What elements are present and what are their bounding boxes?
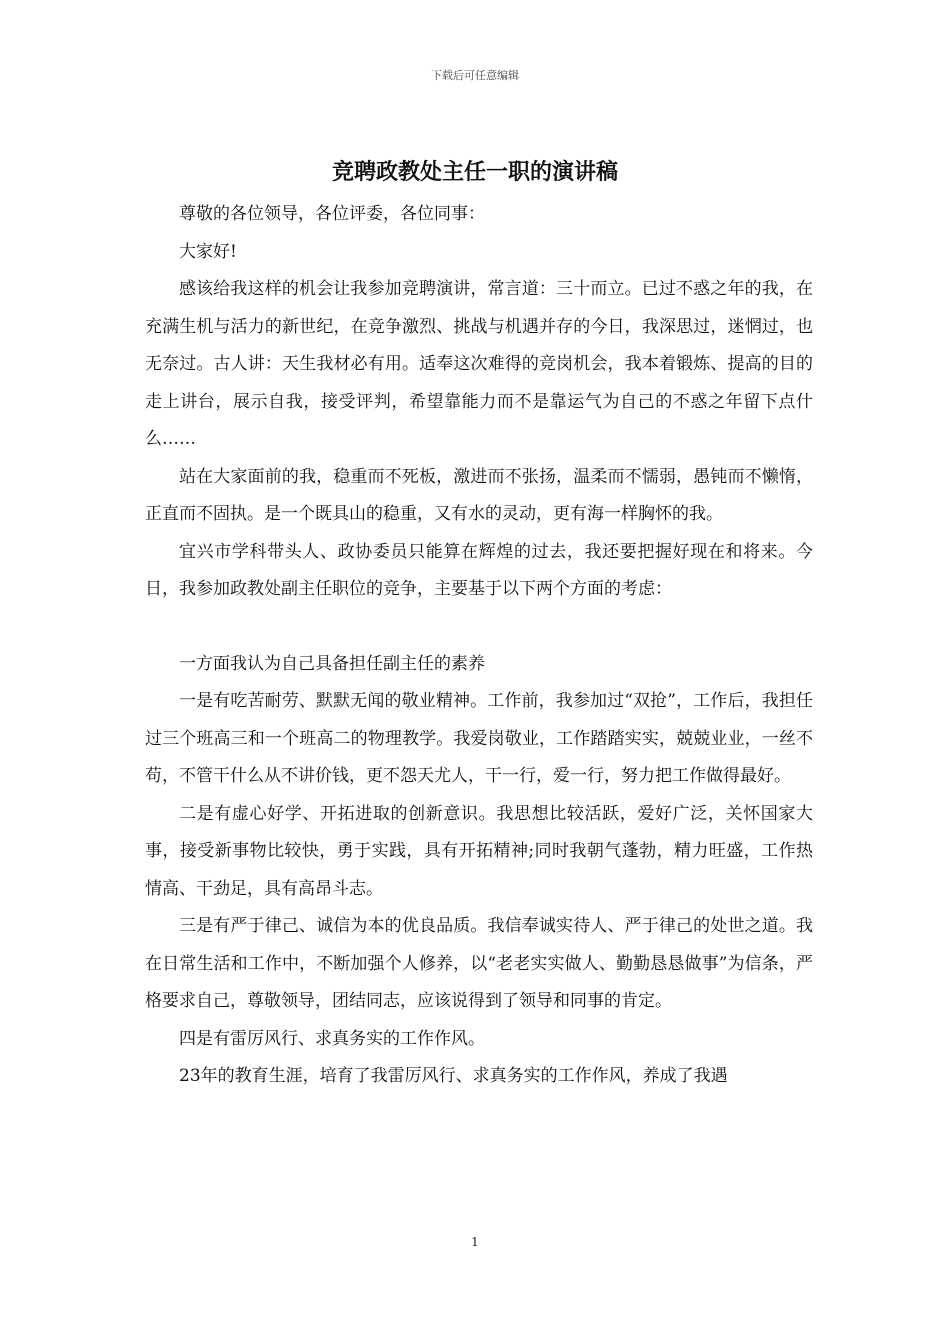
- page-number: 1: [471, 1235, 479, 1249]
- salutation: 尊敬的各位领导，各位评委，各位同事：: [179, 204, 485, 224]
- section-heading-qualities: 一方面我认为自己具备担任副主任的素养: [179, 653, 485, 674]
- header-note: 下载后可任意编辑: [431, 69, 519, 82]
- greeting: 大家好!: [179, 241, 237, 262]
- paragraph-point-four: 四是有雷厉风行、求真务实的工作作风。: [179, 1028, 485, 1049]
- document-body: [145, 196, 813, 1096]
- paragraph-self-description: 站在大家面前的我，稳重而不死板，激进而不张扬，温柔而不懦弱，愚钝而不懒惰，正直而不固执。是一个既具山的稳重，又有水的灵动，更有海一样胸怀的我。: [145, 466, 813, 524]
- document-title: 竞聘政教处主任一职的演讲稿: [331, 159, 618, 185]
- paragraph-opening: 感该给我这样的机会让我参加竞聘演讲，常言道：三十而立。已过不惑之年的我，在充满生机与活力的新世纪，在竞争激烈、挑战与机遇并存的今日，我深思过，迷惘过，也无奈过。古人讲：天生我材必有用。适奉这次难得的竞岗机会，我本着锻炼、提高的目的走上讲台，展示自我，接受评判，希望靠能力而不是靠运气为自己的不惑之年留下点什么……: [145, 279, 813, 449]
- paragraph-point-one: 一是有吃苦耐劳、默默无闻的敬业精神。工作前，我参加过“双抢”，工作后，我担任过三个班高三和一个班高二的物理教学。我爱岗敬业，工作踏踏实实，兢兢业业，一丝不苟，不管干什么从不讲价钱，更不怨天尤人，干一行，爱一行，努力把工作做得最好。: [145, 691, 813, 786]
- paragraph-experience: 23年的教育生涯，培育了我雷厉风行、求真务实的工作作风，养成了我遇: [179, 1066, 728, 1086]
- paragraph-point-three: 三是有严于律己、诚信为本的优良品质。我信奉诚实待人、严于律己的处世之道。我在日常生活和工作中，不断加强个人修养，以“老老实实做人、勤勤恳恳做事”为信条，严格要求自己，尊敬领导，团结同志，应该说得到了领导和同事的肯定。: [145, 916, 813, 1011]
- paragraph-motivation: 宜兴市学科带头人、政协委员只能算在辉煌的过去，我还要把握好现在和将来。今日，我参加政教处副主任职位的竞争，主要基于以下两个方面的考虑：: [145, 541, 813, 599]
- paragraph-point-two: 二是有虚心好学、开拓进取的创新意识。我思想比较活跃，爱好广泛，关怀国家大事，接受新事物比较快，勇于实践，具有开拓精神;同时我朝气蓬勃，精力旺盛，工作热情高、干劲足，具有高昂斗志。: [145, 803, 813, 899]
